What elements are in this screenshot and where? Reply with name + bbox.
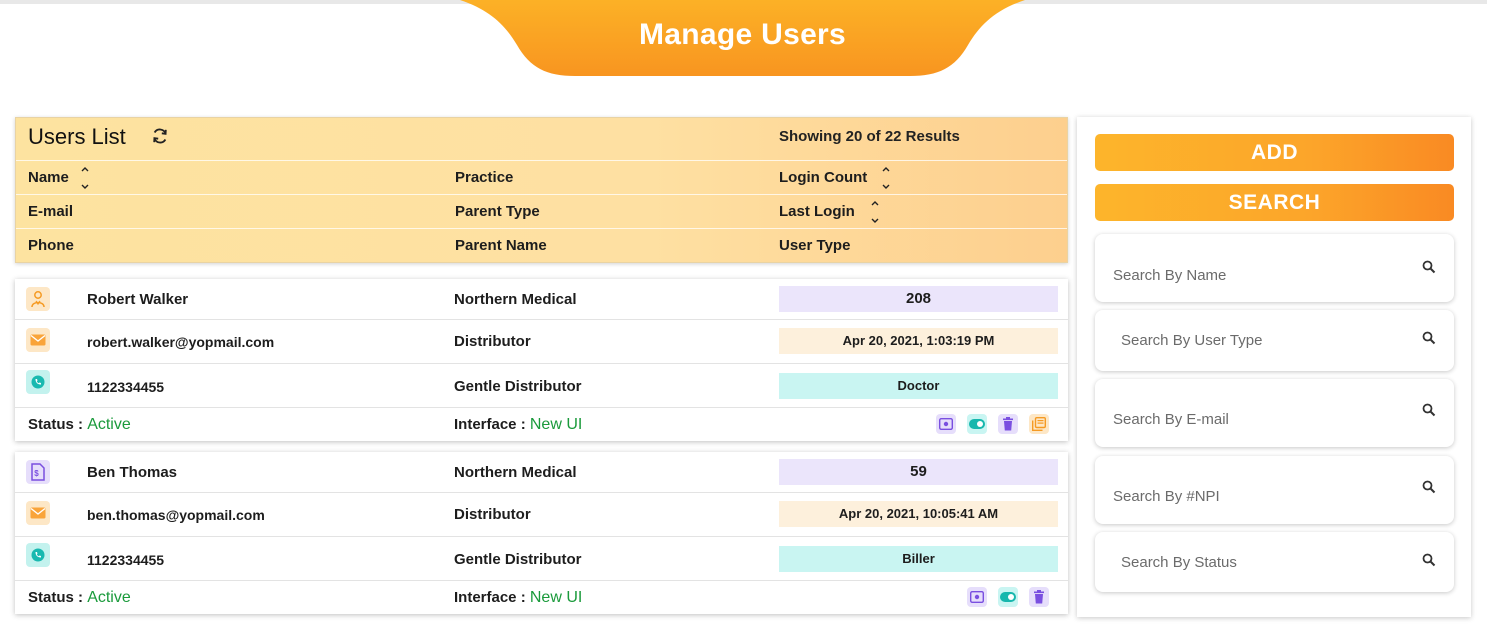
header-row-3: [16, 228, 1067, 262]
column-user-type: User Type: [779, 237, 851, 254]
view-icon[interactable]: [967, 587, 987, 607]
card-row-email: [15, 320, 1068, 364]
doctor-avatar-icon: [26, 287, 50, 311]
header-title-row: [16, 118, 1067, 160]
search-icon[interactable]: [1422, 553, 1436, 567]
user-parent-name: Gentle Distributor: [454, 378, 582, 395]
card-row-name: [15, 279, 1068, 320]
card-row-status: [15, 581, 1068, 614]
user-card: [15, 452, 1068, 614]
interface-value: New UI: [529, 416, 583, 433]
user-parent-name: Gentle Distributor: [454, 551, 582, 568]
interface-value: New UI: [529, 589, 583, 606]
user-name: Ben Thomas: [87, 464, 178, 481]
last-login-badge: Apr 20, 2021, 10:05:41 AM: [779, 501, 1058, 527]
search-name-input[interactable]: [1095, 234, 1454, 302]
delete-icon[interactable]: [1029, 587, 1049, 607]
column-email: E-mail: [28, 203, 74, 220]
view-icon[interactable]: [936, 414, 956, 434]
search-status-input[interactable]: [1095, 532, 1454, 592]
phone-icon: [26, 370, 50, 394]
clone-icon[interactable]: [1029, 414, 1049, 434]
svg-text:$: $: [34, 469, 39, 478]
header-row-1: [16, 160, 1067, 194]
user-email: robert.walker@yopmail.com: [87, 334, 275, 350]
page-title: Manage Users: [638, 18, 847, 51]
card-row-name: [15, 452, 1068, 493]
user-name: Robert Walker: [87, 291, 189, 308]
users-list-header: [15, 117, 1068, 263]
column-last-login: Last Login: [779, 203, 855, 220]
card-row-email: [15, 493, 1068, 537]
mail-icon: [26, 328, 50, 352]
status-label: Status :: [28, 416, 84, 433]
status-value: Active: [87, 589, 131, 606]
status-field: [28, 589, 131, 607]
user-phone: 1122334455: [87, 379, 165, 395]
delete-icon[interactable]: [998, 414, 1018, 434]
search-icon[interactable]: [1422, 403, 1436, 417]
search-panel: [1077, 117, 1471, 617]
login-count-badge: 208: [779, 286, 1058, 312]
search-by-email-box: [1095, 379, 1454, 447]
search-user-type-input[interactable]: [1095, 310, 1454, 371]
refresh-icon[interactable]: [150, 126, 170, 146]
sort-login-count-icon[interactable]: [880, 163, 892, 193]
card-row-phone: [15, 364, 1068, 408]
interface-label: Interface :: [454, 416, 526, 433]
card-row-status: [15, 408, 1068, 441]
search-icon[interactable]: [1422, 480, 1436, 494]
toggle-icon[interactable]: [998, 587, 1018, 607]
column-name: Name: [28, 169, 69, 186]
status-value: Active: [87, 416, 131, 433]
last-login-badge: Apr 20, 2021, 1:03:19 PM: [779, 328, 1058, 354]
search-icon[interactable]: [1422, 260, 1436, 274]
toggle-icon[interactable]: [967, 414, 987, 434]
column-phone: Phone: [28, 237, 74, 254]
user-parent-type: Distributor: [454, 506, 531, 523]
header-row-2: [16, 194, 1067, 228]
interface-field: [454, 416, 582, 434]
search-by-user-type-box: [1095, 310, 1454, 371]
user-email: ben.thomas@yopmail.com: [87, 507, 265, 523]
column-login-count: Login Count: [779, 169, 868, 186]
column-parent-type: Parent Type: [455, 203, 540, 220]
card-row-phone: [15, 537, 1068, 581]
add-button[interactable]: ADD: [1095, 134, 1454, 171]
user-phone: 1122334455: [87, 552, 165, 568]
users-list-title: Users List: [28, 124, 126, 149]
phone-icon: [26, 543, 50, 567]
search-button[interactable]: SEARCH: [1095, 184, 1454, 221]
column-parent-name: Parent Name: [455, 237, 547, 254]
results-count: Showing 20 of 22 Results: [779, 128, 960, 145]
user-parent-type: Distributor: [454, 333, 531, 350]
login-count-badge: 59: [779, 459, 1058, 485]
biller-document-icon: [26, 460, 50, 484]
search-by-status-box: [1095, 532, 1454, 592]
user-practice: Northern Medical: [454, 291, 577, 308]
search-npi-input[interactable]: [1095, 456, 1454, 524]
search-by-name-box: [1095, 234, 1454, 302]
sort-name-icon[interactable]: [79, 163, 91, 193]
user-practice: Northern Medical: [454, 464, 577, 481]
user-card: [15, 279, 1068, 441]
user-type-badge: Doctor: [779, 373, 1058, 399]
user-type-badge: Biller: [779, 546, 1058, 572]
search-by-npi-box: [1095, 456, 1454, 524]
sort-last-login-icon[interactable]: [869, 197, 881, 227]
page-banner: [460, 0, 1025, 76]
column-practice: Practice: [455, 169, 514, 186]
status-field: [28, 416, 131, 434]
interface-field: [454, 589, 582, 607]
interface-label: Interface :: [454, 589, 526, 606]
search-email-input[interactable]: [1095, 379, 1454, 447]
search-icon[interactable]: [1422, 331, 1436, 345]
status-label: Status :: [28, 589, 84, 606]
mail-icon: [26, 501, 50, 525]
